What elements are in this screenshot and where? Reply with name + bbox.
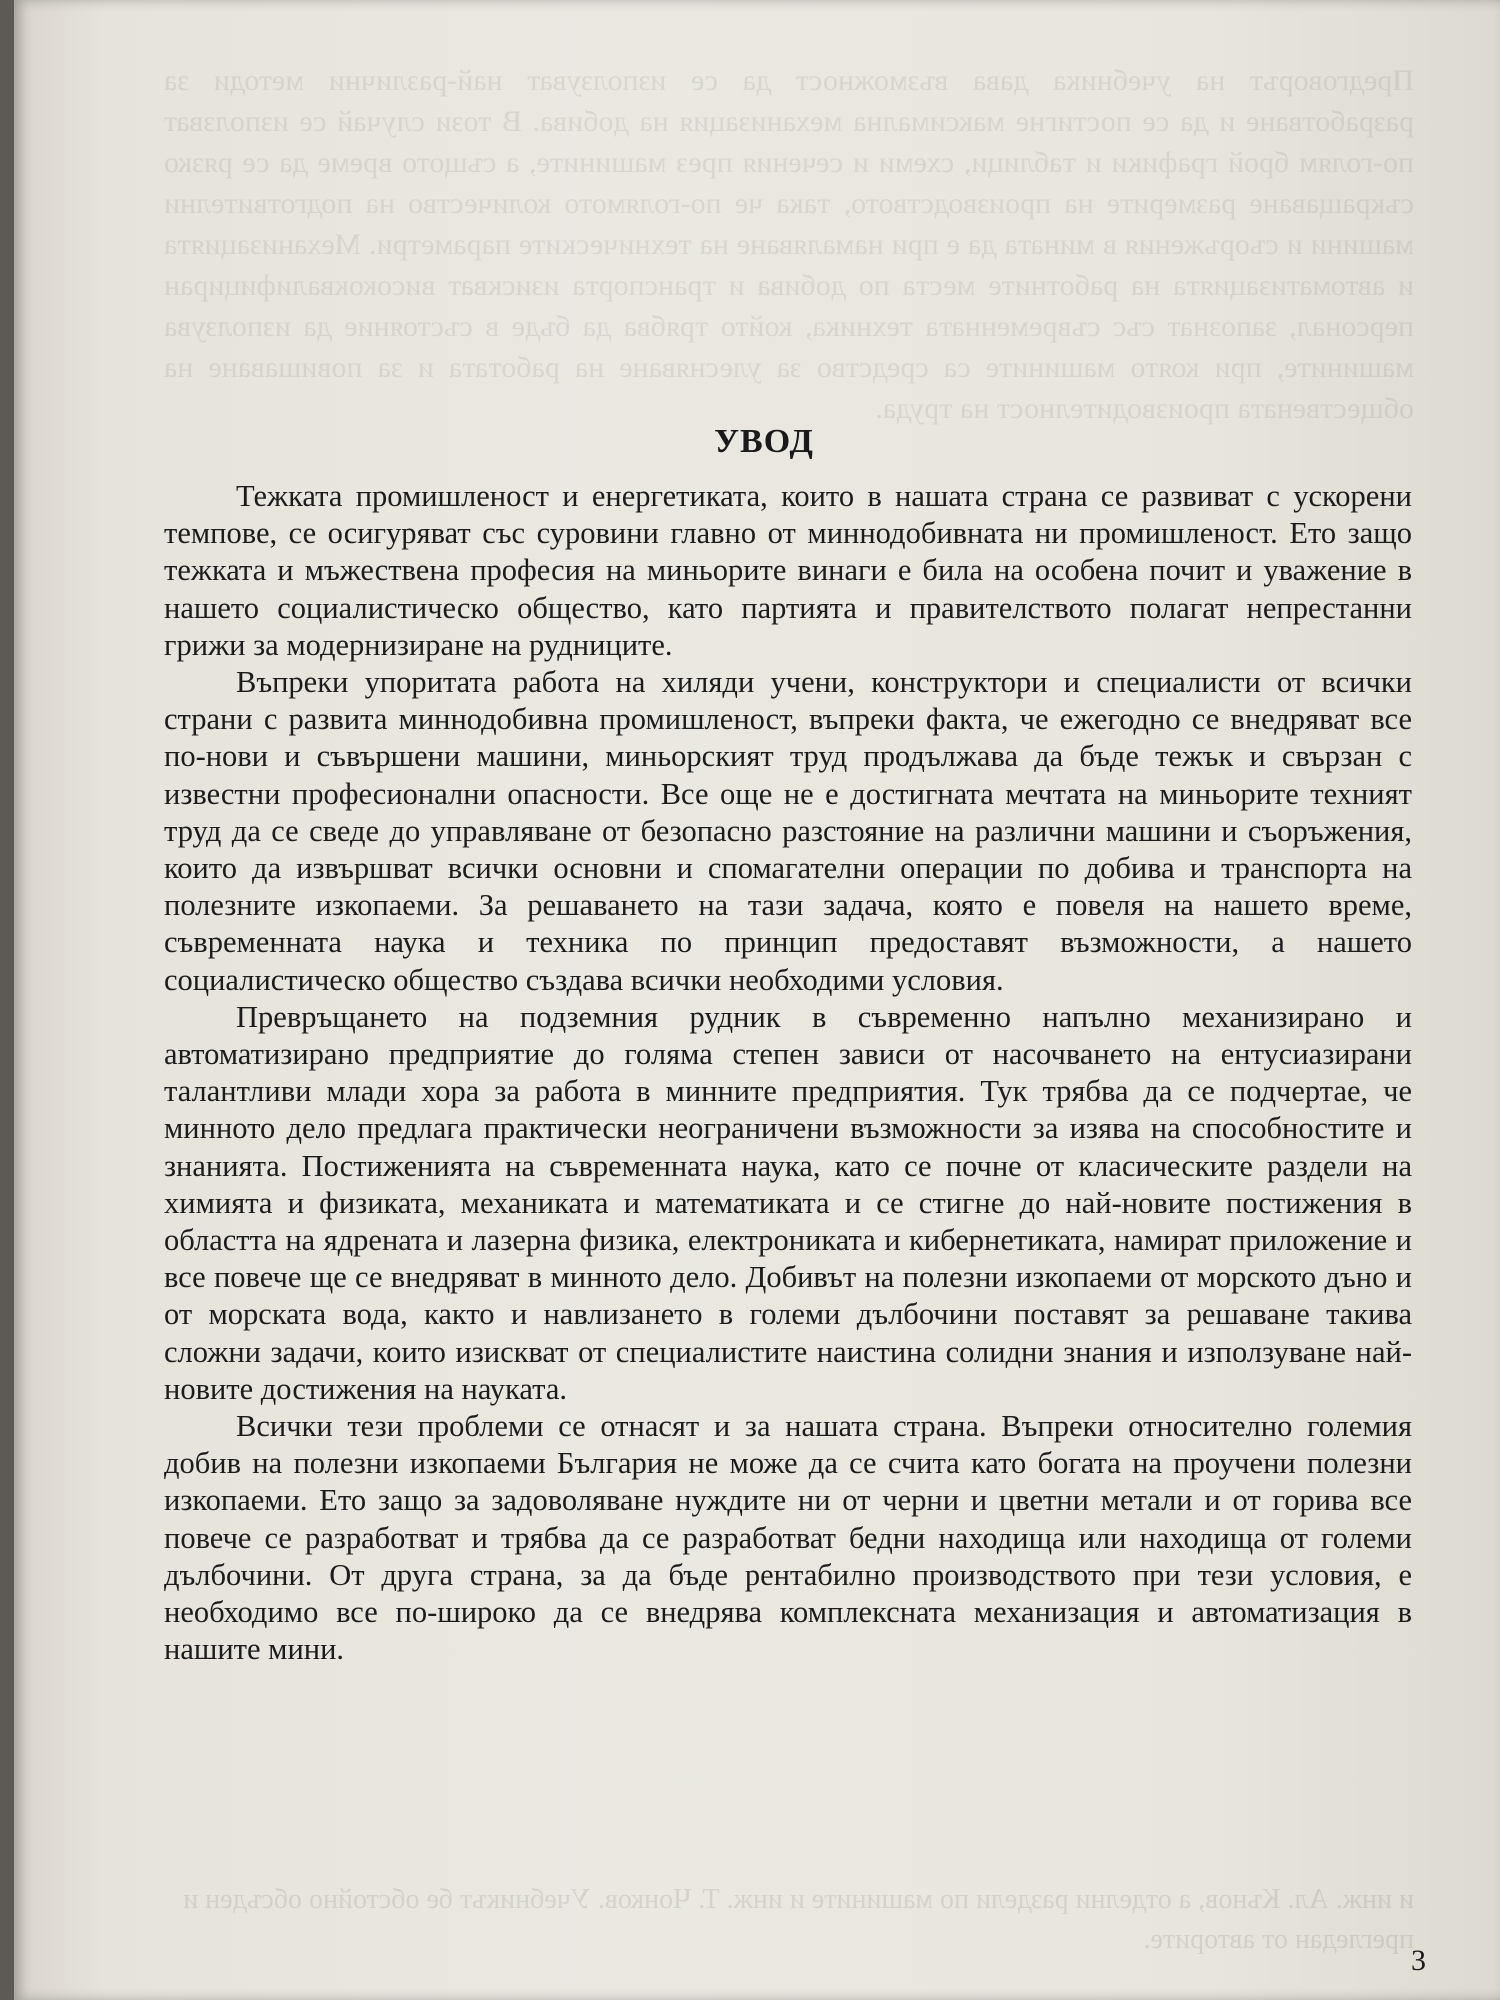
body-text: [164, 478, 1412, 1669]
show-through-text: Предговорът на учебника дава възможност да се използуват най-различни методи за разработване и да се постигне максимална механизация на добива. В този случай се използват по-голям брой графики и таблици, схеми и сечения през машините, а същото време да се рязко съкращаване размерите на производството, така че по-голямото количество на подготвителни машини и съоръжения в мината да е при намаляване на техническите параметри. Механизацията и автоматизацията на работните места по добива и транспорта изискват висококвалифициран персонал, запознат със съвременната техника, който трябва да бъде в състояние да използува машините, при която машините са средство за улесняване на работата и за повишаване на обществената производителност на труда.: [164, 64, 1414, 425]
paragraph: Всички тези проблеми се отнасят и за нашата страна. Въпреки относително големия добив на полезни изкопаеми България не може да се счита като богата на проучени полезни изкопаеми. Ето защо за задоволяване нуждите ни от черни и цветни метали и от горива все повече се разработват и трябва да се разработват бедни находища или находища от големи дълбочини. От друга страна, за да бъде рентабилно производството при тези условия, е необходимо все по-широко да се внедрява комплексната механизация и автоматизация в нашите мини.: [164, 1409, 1412, 1667]
page-number: 3: [1411, 1944, 1426, 1977]
paragraph: Превръщането на подземния рудник в съвременно напълно механизирано и автоматизирано предприятие до голяма степен зависи от насочването на ентусиазирани талантливи млади хора за работа в минните предприятия. Тук трябва да се подчертае, че минното дело предлага практически неограничени възможности за изява на способностите и знанията. Постиженията на съвременната наука, като се почне от класическите раздели на химията и физиката, механиката и математиката и се стигне до най-новите постижения в областта на ядрената и лазерна физика, електрониката и кибернетиката, намират приложение и все повече ще се внедряват в минното дело. Добивът на полезни изкопаеми от морското дъно и от морската вода, както и навлизането в големи дълбочини поставят за решаване такива сложни задачи, които изискват от специалистите наистина солидни знания и използуване най-новите достижения на науката.: [164, 999, 1412, 1406]
paragraph: Тежката промишленост и енергетиката, които в нашата страна се развиват с ускорени темпове, се осигуряват със суровини главно от миннодобивната ни промишленост. Ето защо тежката и мъжествена професия на миньорите винаги е била на особена почит и уважение в нашето социалистическо общество, като партията и правителството полагат непрестанни грижи за модернизиране на рудниците.: [164, 479, 1412, 662]
show-through-text-bottom: и инж. Ал. Кънов, а отделни раздели по машините и инж. Т. Чонков. Учебникът бе обстойно обсъден и прегледан от авторите.: [183, 1884, 1414, 1955]
page-title: УВОД: [714, 422, 814, 460]
paragraph: Въпреки упоритата работа на хиляди учени, конструктори и специалисти от всички страни с развита миннодобивна промишленост, въпреки факта, че ежегодно се внедряват все по-нови и съвършени машини, миньорският труд продължава да бъде тежък и свързан с известни професионални опасности. Все още не е достигната мечтата на миньорите техният труд да се сведе до управляване от безопасно разстояние на различни машини и съоръжения, които да извършват всички основни и спомагателни операции по добива и транспорта на полезните изкопаеми. За решаването на тази задача, която е повеля на нашето време, съвременната наука и техника по принцип предоставят възможности, а нашето социалистическо общество създава всички необходими условия.: [164, 665, 1412, 997]
book-page: [14, 0, 1500, 2000]
